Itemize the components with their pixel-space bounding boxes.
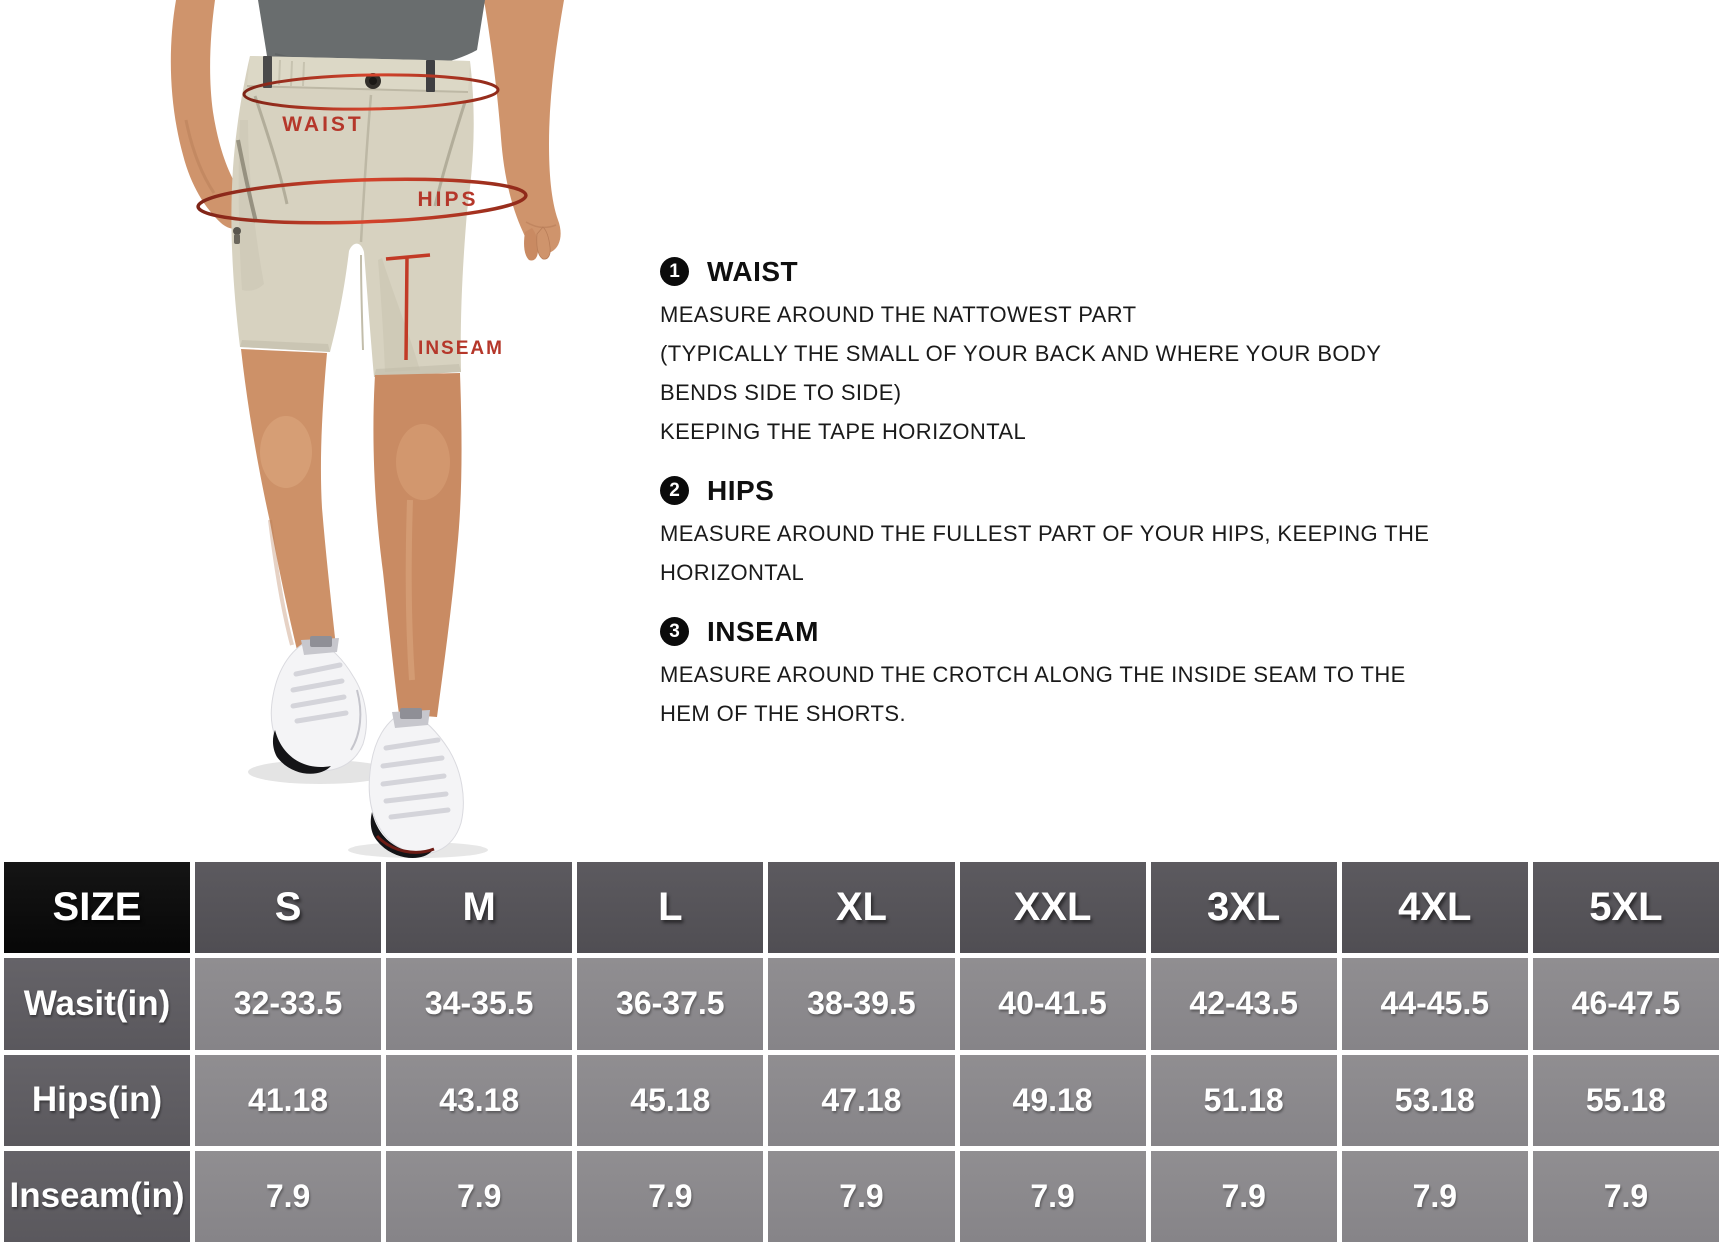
waist-value: 46-47.5 (1533, 958, 1719, 1049)
waist-value: 36-37.5 (577, 958, 763, 1049)
step-heading (660, 616, 1380, 647)
model-right-arm (484, 0, 564, 261)
step-heading (660, 475, 1380, 506)
instruction-line: KEEPING THE TAPE HORIZONTAL (660, 419, 1027, 444)
waist-value: 38-39.5 (768, 958, 954, 1049)
waist-value: 44-45.5 (1342, 958, 1528, 1049)
size-col-header-m: M (386, 862, 572, 953)
size-table-corner-header: SIZE (4, 862, 190, 953)
row-label-waist: Wasit(in) (4, 958, 190, 1049)
hips-value: 51.18 (1151, 1055, 1337, 1146)
waist-value: 40-41.5 (960, 958, 1146, 1049)
size-col-header-s: S (195, 862, 381, 953)
step-title: WAIST (707, 255, 799, 287)
instruction-line: MEASURE AROUND THE CROTCH ALONG THE INSIDE SEAM TO THE (660, 662, 1406, 687)
model-legs (241, 349, 462, 717)
size-col-header-5xl: 5XL (1533, 862, 1719, 953)
inseam-value: 7.9 (1533, 1151, 1719, 1242)
hips-value: 41.18 (195, 1055, 381, 1146)
hips-value: 43.18 (386, 1055, 572, 1146)
instruction-line: BENDS SIDE TO SIDE) (660, 380, 902, 405)
hips-value: 55.18 (1533, 1055, 1719, 1146)
step-title: INSEAM (707, 615, 819, 647)
hips-value: 53.18 (1342, 1055, 1528, 1146)
waist-annotation-label: WAIST (282, 113, 364, 136)
row-label-inseam: Inseam(in) (4, 1151, 190, 1242)
instruction-line: MEASURE AROUND THE FULLEST PART OF YOUR HIPS, KEEPING THE (660, 521, 1430, 546)
instruction-line: (TYPICALLY THE SMALL OF YOUR BACK AND WHERE YOUR BODY (660, 341, 1382, 366)
step-number-badge: 3 (660, 617, 689, 646)
instruction-line: HEM OF THE SHORTS. (660, 701, 906, 726)
instruction-line: HORIZONTAL (660, 560, 805, 585)
instruction-step-inseam (660, 615, 1406, 733)
step-number-badge: 2 (660, 476, 689, 505)
inseam-value: 7.9 (195, 1151, 381, 1242)
instruction-step-waist (660, 256, 1380, 451)
step-title: HIPS (707, 474, 775, 506)
inseam-value: 7.9 (960, 1151, 1146, 1242)
instruction-line: MEASURE AROUND THE NATTOWEST PART (660, 302, 1137, 327)
waist-value: 42-43.5 (1151, 958, 1337, 1049)
zipper-pull (233, 227, 241, 235)
model-figure (120, 0, 600, 858)
inseam-value: 7.9 (768, 1151, 954, 1242)
inseam-value: 7.9 (1342, 1151, 1528, 1242)
hips-value: 49.18 (960, 1055, 1146, 1146)
hips-value: 45.18 (577, 1055, 763, 1146)
waist-value: 32-33.5 (195, 958, 381, 1049)
inseam-annotation-label: INSEAM (418, 338, 504, 359)
size-table (0, 858, 1723, 1246)
size-col-header-xl: XL (768, 862, 954, 953)
inseam-value: 7.9 (577, 1151, 763, 1242)
size-col-header-l: L (577, 862, 763, 953)
size-col-header-4xl: 4XL (1342, 862, 1528, 953)
hips-annotation-label: HIPS (417, 188, 479, 211)
waist-value: 34-35.5 (386, 958, 572, 1049)
size-col-header-xxl: XXL (960, 862, 1146, 953)
model-photo (120, 0, 600, 858)
row-label-hips: Hips(in) (4, 1055, 190, 1146)
size-col-header-3xl: 3XL (1151, 862, 1337, 953)
measurement-instructions (660, 255, 1430, 757)
instruction-step-hips (660, 474, 1430, 592)
inseam-value: 7.9 (1151, 1151, 1337, 1242)
step-number-badge: 1 (660, 257, 689, 286)
step-heading (660, 256, 1380, 287)
hips-value: 47.18 (768, 1055, 954, 1146)
inseam-value: 7.9 (386, 1151, 572, 1242)
